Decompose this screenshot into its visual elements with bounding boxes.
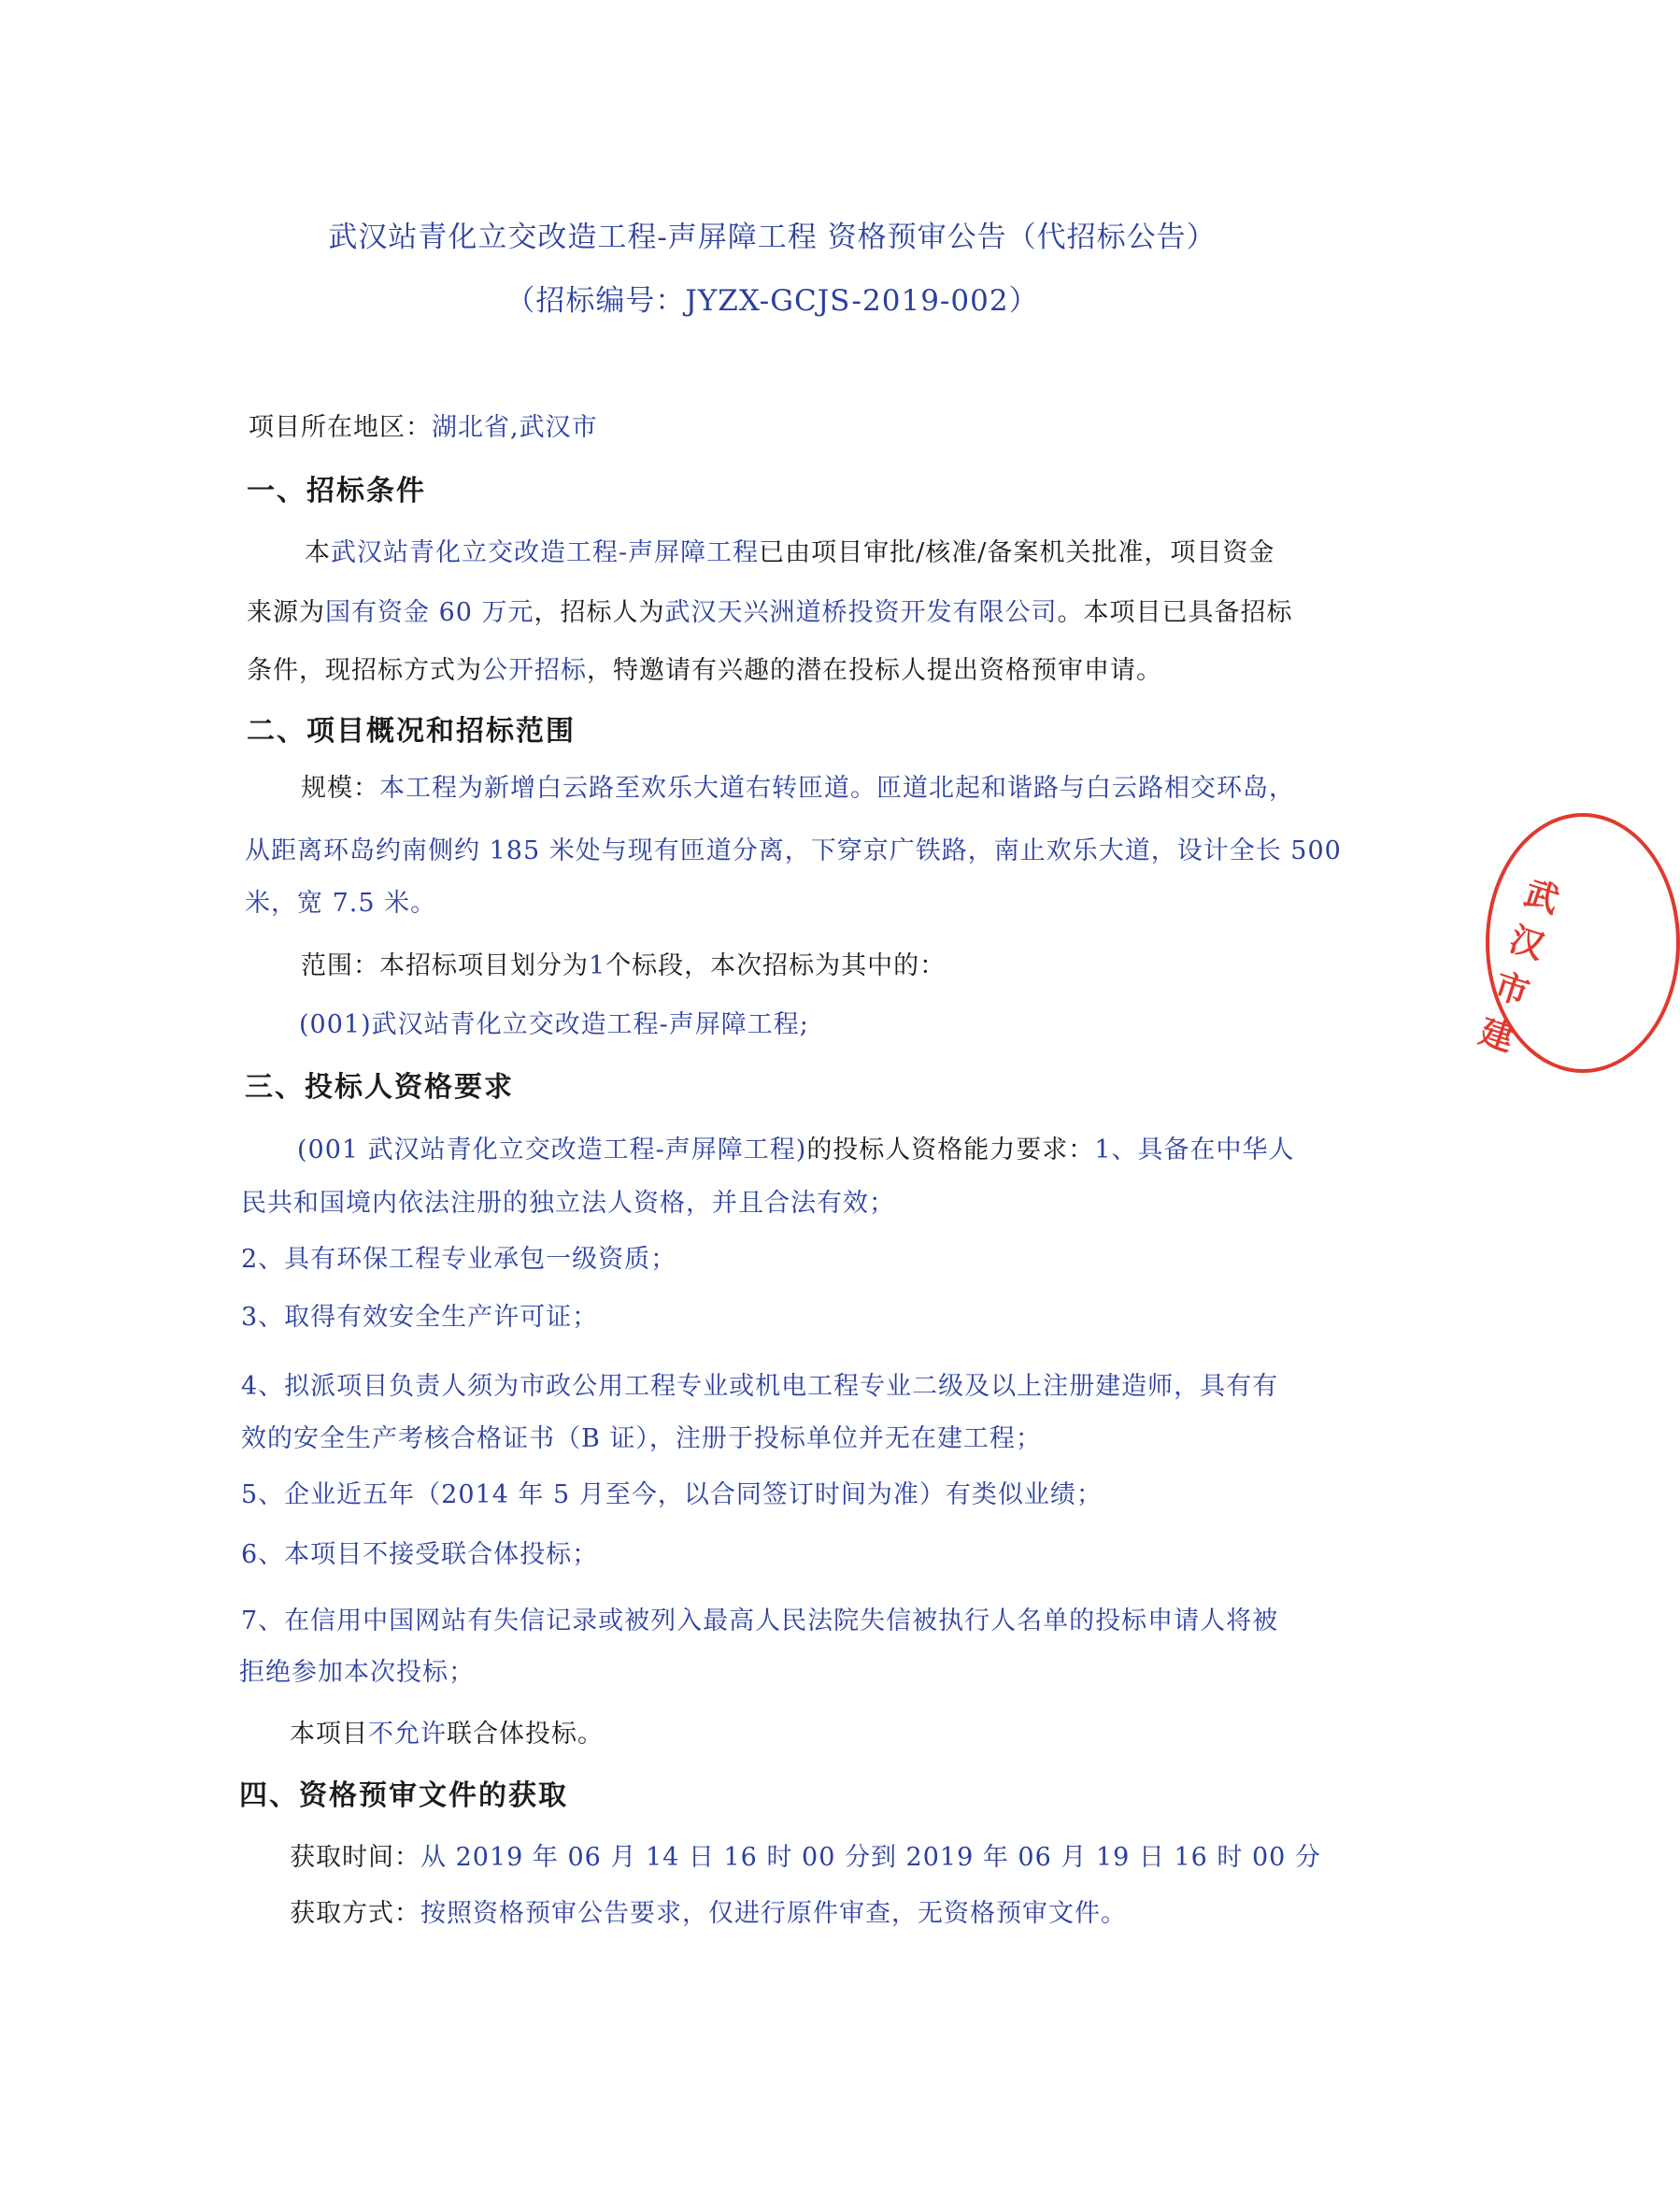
funding-source: 国有资金 60 万元: [325, 598, 534, 627]
requirement-6: 6、本项目不接受联合体投标；: [241, 1540, 599, 1569]
project-name: 武汉站青化立交改造工程-声屏障工程: [331, 538, 760, 567]
req-intro-line-1: [297, 1134, 1295, 1167]
requirement-4-line-2: 效的安全生产考核合格证书（B 证），注册于投标单位并无在建工程；: [241, 1424, 1042, 1453]
joint-text: 本项目: [290, 1720, 368, 1749]
range-text: 个标段，本次招标为其中的：: [605, 951, 947, 980]
acquire-time-value: 从 2019 年 06 月 14 日 16 时 00 分到 2019 年 06 月 19 日 16 时 00 分: [420, 1843, 1321, 1872]
req-1-start: 1、具备在中华人: [1094, 1135, 1295, 1164]
req-intro-line-2: 民共和国境内依法注册的独立法人资格，并且合法有效；: [241, 1189, 895, 1218]
acquire-method-value: 按照资格预审公告要求，仅进行原件审查，无资格预审文件。: [420, 1899, 1127, 1928]
requirement-7-line-1: 7、在信用中国网站有失信记录或被列入最高人民法院失信被执行人名单的投标申请人将被: [241, 1607, 1279, 1635]
range-line: [301, 950, 946, 983]
tender-code: （招标编号：JYZX-GCJS-2019-002）: [505, 284, 1039, 318]
joint-text: 联合体投标。: [447, 1720, 604, 1749]
region-label: 项目所在地区：: [249, 413, 432, 442]
region-value: 湖北省,武汉市: [432, 413, 598, 442]
acquire-method-label: 获取方式：: [290, 1899, 420, 1928]
sec1-paragraph-line-2: [247, 596, 1293, 630]
scale-line-3: 米，宽 7.5 米。: [245, 889, 437, 918]
sec1-text: 条件，现招标方式为: [247, 656, 482, 685]
lot-reference: (001 武汉站青化立交改造工程-声屏障工程): [297, 1135, 807, 1164]
acquire-time-line: [290, 1841, 1321, 1875]
lot-item: (001)武汉站青化立交改造工程-声屏障工程;: [299, 1010, 809, 1039]
scale-label: 规模：: [301, 774, 379, 803]
sec1-text: 。本项目已具备招标: [1057, 598, 1293, 627]
document-title: 武汉站青化立交改造工程-声屏障工程 资格预审公告（代招标公告）: [328, 221, 1217, 254]
scale-line-1: [301, 772, 1295, 806]
sec1-text: ，招标人为: [534, 598, 665, 627]
tenderer-name: 武汉天兴洲道桥投资开发有限公司: [664, 598, 1058, 627]
sec1-text: 已由项目审批/核准/备案机关批准，项目资金: [759, 538, 1275, 567]
requirement-5: 5、企业近五年（2014 年 5 月至今，以合同签订时间为准）有类似业绩；: [241, 1480, 1103, 1509]
seal-text: 武汉市建: [1474, 873, 1564, 1060]
project-region: [249, 411, 598, 445]
sec1-paragraph-line-1: [305, 536, 1274, 570]
section-4-heading: 四、资格预审文件的获取: [239, 1779, 568, 1812]
lot-count: 1: [589, 951, 606, 980]
joint-bid-status: 不允许: [368, 1720, 447, 1749]
section-3-heading: 三、投标人资格要求: [245, 1071, 514, 1104]
scale-line-2: 从距离环岛约南侧约 185 米处与现有匝道分离，下穿京广铁路，南止欢乐大道，设计全长 500: [245, 836, 1342, 865]
joint-bid-line: [290, 1718, 604, 1751]
section-1-heading: 一、招标条件: [247, 475, 426, 507]
tender-method: 公开招标: [482, 656, 587, 685]
sec1-text: ，特邀请有兴趣的潜在投标人提出资格预审申请。: [587, 656, 1162, 685]
requirement-3: 3、取得有效安全生产许可证；: [241, 1303, 599, 1332]
acquire-time-label: 获取时间：: [290, 1843, 420, 1872]
requirement-4-line-1: 4、拟派项目负责人须为市政公用工程专业或机电工程专业二级及以上注册建造师，具有有: [241, 1372, 1279, 1401]
req-intro-text: 的投标人资格能力要求：: [806, 1135, 1095, 1164]
range-text: 范围：本招标项目划分为: [301, 951, 589, 980]
sec1-paragraph-line-3: [247, 654, 1162, 688]
sec1-text: 来源为: [247, 598, 325, 627]
section-2-heading: 二、项目概况和招标范围: [247, 715, 576, 748]
acquire-method-line: [290, 1897, 1127, 1931]
sec1-text: 本: [305, 538, 331, 567]
requirement-7-line-2: 拒绝参加本次投标；: [239, 1658, 475, 1687]
requirement-2: 2、具有环保工程专业承包一级资质；: [241, 1245, 677, 1274]
scale-text: 本工程为新增白云路至欢乐大道右转匝道。匝道北起和谐路与白云路相交环岛，: [379, 774, 1295, 803]
